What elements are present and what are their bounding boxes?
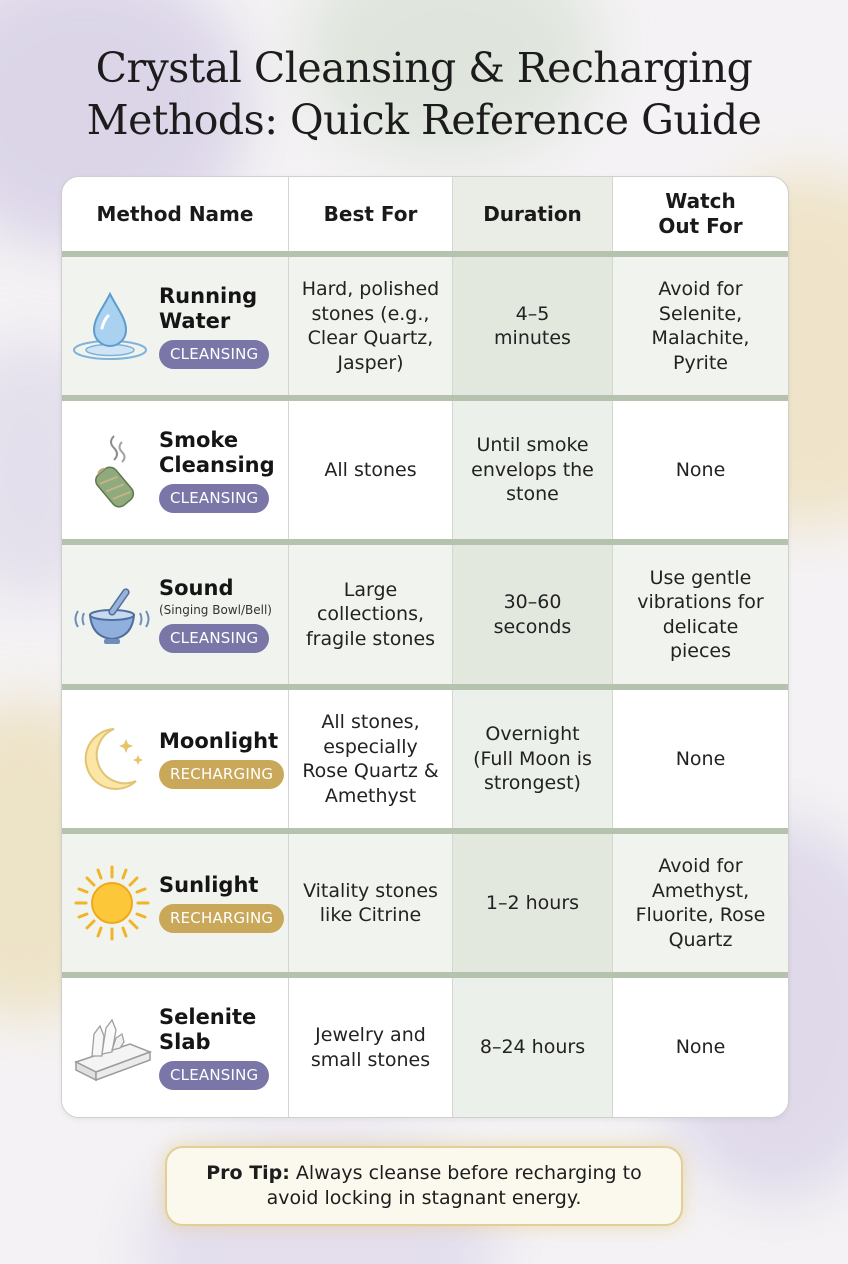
table-row xyxy=(62,539,788,684)
page-title: Crystal Cleansing & Recharging Methods: Quick Reference Guide xyxy=(86,44,762,144)
method-text xyxy=(159,284,269,369)
watch-out-cell: Avoid for Amethyst, Fluorite, Rose Quartz xyxy=(635,855,766,951)
best-for-cell: All stones xyxy=(289,401,453,539)
best-for-cell: All stones, especially Rose Quartz & Amethyst xyxy=(289,690,453,828)
method-text xyxy=(159,576,272,653)
method-cell xyxy=(62,401,289,539)
duration-cell: 30–60 seconds xyxy=(453,545,613,684)
duration-cell: Until smoke envelops the stone xyxy=(453,401,613,539)
duration-cell: 1–2 hours xyxy=(453,834,613,972)
watch-out-cell: None xyxy=(675,747,726,770)
sun-icon xyxy=(70,861,154,945)
watch-out-cell: Use gentle vibrations for delicate pieces xyxy=(637,566,764,662)
water-drop-icon xyxy=(70,284,154,368)
method-name: Selenite Slab xyxy=(159,1005,257,1054)
table-row xyxy=(62,684,788,828)
method-name: Moonlight xyxy=(159,729,279,753)
pro-tip-label: Pro Tip: xyxy=(206,1162,290,1184)
header-watch-out-for: Watch Out For xyxy=(658,189,743,238)
table-row xyxy=(62,395,788,539)
method-cell xyxy=(62,834,289,972)
reference-table xyxy=(61,176,789,1118)
best-for-cell: Hard, polished stones (e.g., Clear Quartz, Jasper) xyxy=(289,257,453,395)
table-row xyxy=(62,251,788,395)
header-method-name: Method Name xyxy=(62,177,289,251)
cleansing-badge: CLEANSING xyxy=(159,484,269,513)
method-text xyxy=(159,729,284,789)
table-header xyxy=(62,177,788,251)
method-text xyxy=(159,1005,269,1090)
method-name: Sunlight xyxy=(159,873,259,897)
table-row xyxy=(62,972,788,1117)
pro-tip-box xyxy=(165,1146,683,1226)
method-name: Running Water xyxy=(159,284,258,333)
best-for-cell: Vitality stones like Citrine xyxy=(289,834,453,972)
watch-out-cell: None xyxy=(675,458,726,481)
smoke-bundle-icon xyxy=(70,428,154,512)
method-subtitle: (Singing Bowl/Bell) xyxy=(159,603,272,617)
cleansing-badge: CLEANSING xyxy=(159,624,269,653)
method-cell xyxy=(62,978,289,1117)
selenite-slab-icon xyxy=(70,1006,154,1090)
method-name: Smoke Cleansing xyxy=(159,428,275,477)
table-row xyxy=(62,828,788,972)
singing-bowl-icon xyxy=(70,573,154,657)
method-text xyxy=(159,428,275,513)
duration-cell: Overnight (Full Moon is strongest) xyxy=(453,690,613,828)
method-text xyxy=(159,873,284,933)
pro-tip-text-1: Always cleanse before recharging to xyxy=(289,1162,642,1184)
recharging-badge: RECHARGING xyxy=(159,760,284,789)
method-cell xyxy=(62,690,289,828)
best-for-cell: Large collections, fragile stones xyxy=(289,545,453,684)
header-best-for: Best For xyxy=(289,177,453,251)
header-duration: Duration xyxy=(453,177,613,251)
watch-out-cell: Avoid for Selenite, Malachite, Pyrite xyxy=(651,278,750,374)
duration-cell: 4–5 minutes xyxy=(453,257,613,395)
method-cell xyxy=(62,257,289,395)
crescent-moon-icon xyxy=(70,717,154,801)
method-name: Sound xyxy=(159,576,234,600)
best-for-cell: Jewelry and small stones xyxy=(289,978,453,1117)
method-cell xyxy=(62,545,289,684)
cleansing-badge: CLEANSING xyxy=(159,1061,269,1090)
pro-tip-text-2: avoid locking in stagnant energy. xyxy=(266,1187,582,1209)
duration-cell: 8–24 hours xyxy=(453,978,613,1117)
cleansing-badge: CLEANSING xyxy=(159,340,269,369)
watch-out-cell: None xyxy=(675,1036,726,1059)
recharging-badge: RECHARGING xyxy=(159,904,284,933)
